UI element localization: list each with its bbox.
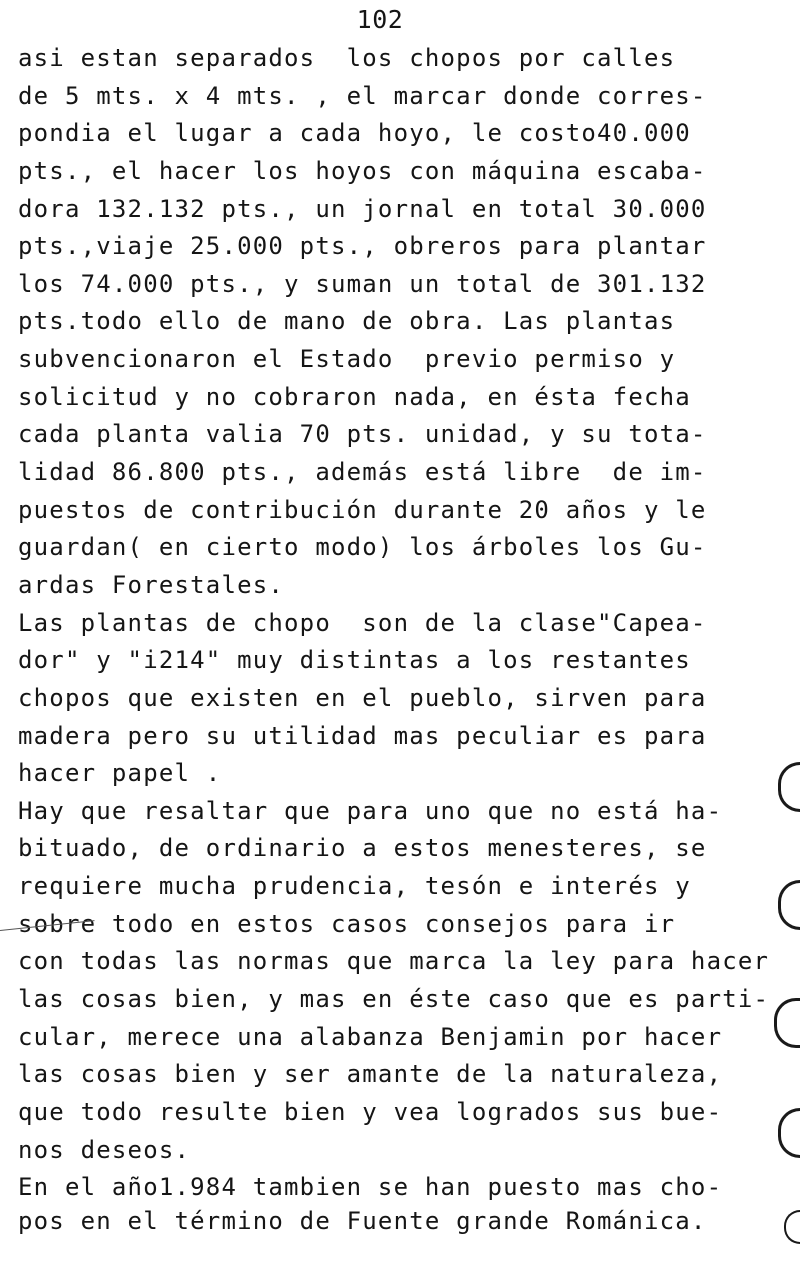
text-line: las cosas bien y ser amante de la naturaleza, [18,1060,723,1089]
text-line: requiere mucha prudencia, tesón e interés y [18,872,691,901]
text-line: solicitud y no cobraron nada, en ésta fecha [18,382,691,411]
text-line: chopos que existen en el pueblo, sirven para [18,683,707,712]
text-line: hacer papel . [18,759,222,788]
body-text [18,40,798,1235]
text-line: asi estan separados los chopos por calles [18,44,676,72]
text-line: cada planta valia 70 pts. unidad, y su tota- [18,420,707,449]
text-line: dora 132.132 pts., un jornal en total 30.000 [18,194,707,223]
text-line: las cosas bien, y mas en éste caso que es parti- [18,985,770,1014]
text-line: los 74.000 pts., y suman un total de 301.132 [18,269,707,298]
text-line: dor" y "i214" muy distintas a los restantes [18,646,691,675]
text-line: Las plantas de chopo son de la clase"Capea- [18,608,707,637]
text-line: ardas Forestales. [18,570,285,599]
text-line: madera pero su utilidad mas peculiar es para [18,721,707,750]
binding-hole-mark [778,880,800,930]
text-line: bituado, de ordinario a estos menesteres, se [18,834,707,863]
binding-hole-mark [778,1108,800,1158]
text-line: guardan( en cierto modo) los árboles los Gu- [18,533,707,562]
text-line: pos en el término de Fuente grande Románica. [18,1206,707,1235]
text-line: que todo resulte bien y vea logrados sus bue- [18,1097,723,1126]
text-line: lidad 86.800 pts., además está libre de im- [18,458,707,487]
text-line: pts.todo ello de mano de obra. Las plantas [18,307,676,336]
text-line: cular, merece una alabanza Benjamin por hacer [18,1022,723,1051]
page-number: 102 [356,5,404,34]
text-line: sobre todo en estos casos consejos para ir [18,909,676,938]
binding-hole-mark [784,1210,800,1244]
text-line: pts., el hacer los hoyos con máquina escaba- [18,156,707,185]
text-line: con todas las normas que marca la ley para hacer [18,947,770,976]
binding-hole-mark [778,762,800,812]
text-line: subvencionaron el Estado previo permiso y [18,345,676,374]
text-line: de 5 mts. x 4 mts. , el marcar donde corres- [18,81,707,110]
text-line: Hay que resaltar que para uno que no está ha- [18,796,723,825]
text-line: nos deseos. [18,1135,191,1164]
text-line: pts.,viaje 25.000 pts., obreros para plantar [18,232,707,261]
binding-hole-marks [770,0,800,1271]
binding-hole-mark [774,998,800,1048]
text-line: puestos de contribución durante 20 años y le [18,495,707,524]
text-line: En el año1.984 tambien se han puesto mas cho- [18,1173,723,1202]
text-line: pondia el lugar a cada hoyo, le costo40.000 [18,119,691,148]
